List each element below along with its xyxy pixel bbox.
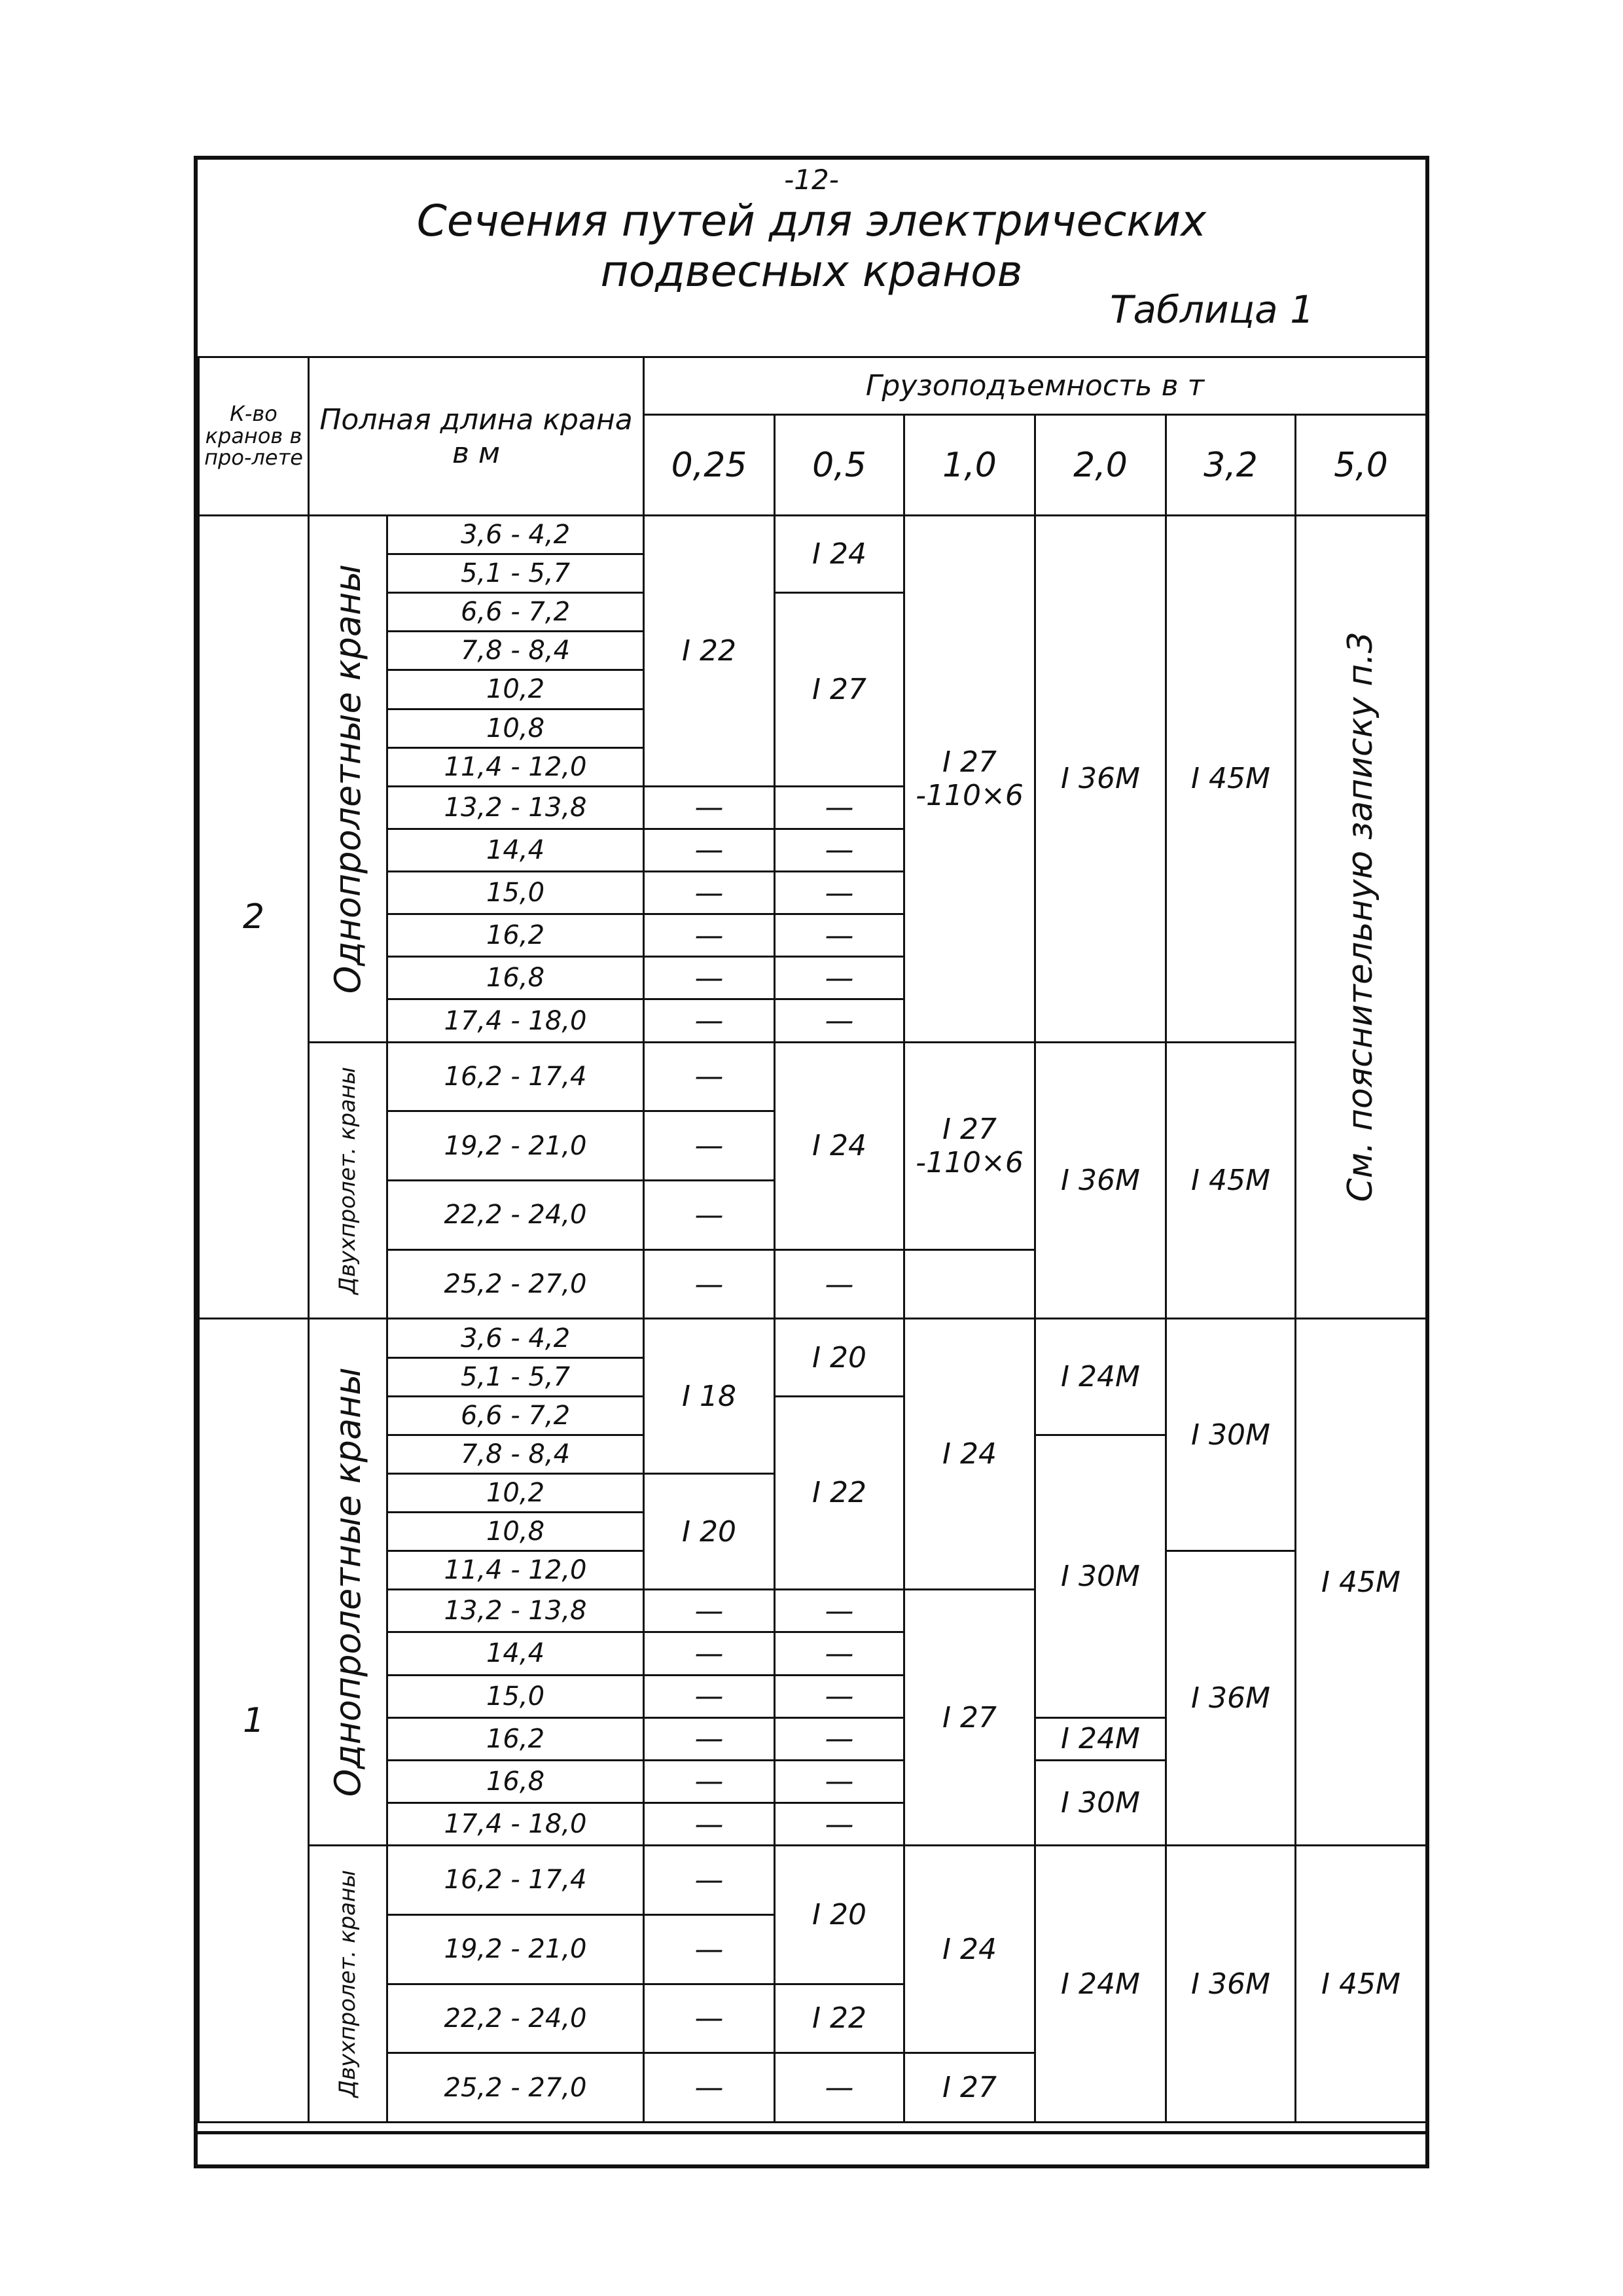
section-cell: I 18 <box>644 1319 775 1473</box>
dash-cell: — <box>644 2053 775 2123</box>
section-cell: I 27 -110×6 <box>904 1042 1035 1249</box>
dash-cell: — <box>644 872 775 914</box>
length-cell: 10,2 <box>387 1473 644 1512</box>
dash-cell: — <box>644 1632 775 1675</box>
capacity-2-0: 2,0 <box>1035 415 1166 516</box>
dash-cell: — <box>775 786 904 829</box>
length-cell: 22,2 - 24,0 <box>387 1181 644 1250</box>
length-cell: 6,6 - 7,2 <box>387 1396 644 1435</box>
section-cell: I 36M <box>1166 1846 1296 2123</box>
footer-strip <box>198 2131 1425 2164</box>
capacity-0-25: 0,25 <box>644 415 775 516</box>
length-cell: 10,8 <box>387 1513 644 1551</box>
sections-table <box>198 356 1427 2123</box>
dash-cell: — <box>644 1984 775 2053</box>
section-cell: I 45M <box>1166 516 1296 1043</box>
section-cell: I 30M <box>1035 1760 1166 1845</box>
section-cell: I 22 <box>644 516 775 787</box>
length-cell: 16,8 <box>387 1760 644 1803</box>
dash-cell: — <box>644 999 775 1042</box>
group1-count: 1 <box>199 1319 309 2123</box>
dash-cell: — <box>644 1717 775 1760</box>
dash-cell: — <box>775 1760 904 1803</box>
dash-cell: — <box>644 1846 775 1915</box>
length-cell: 16,2 - 17,4 <box>387 1042 644 1111</box>
length-cell: 15,0 <box>387 872 644 914</box>
section-cell: I 36M <box>1035 1042 1166 1319</box>
length-cell: 13,2 - 13,8 <box>387 786 644 829</box>
dash-cell: — <box>775 829 904 871</box>
section-cell: I 27 <box>904 2053 1035 2123</box>
length-cell: 16,2 <box>387 1717 644 1760</box>
section-cell: I 24 <box>775 516 904 593</box>
dash-cell: — <box>644 957 775 999</box>
length-cell: 3,6 - 4,2 <box>387 1319 644 1357</box>
dash-cell: — <box>644 1042 775 1111</box>
group2-count: 2 <box>199 516 309 1319</box>
capacity-0-5: 0,5 <box>775 415 904 516</box>
length-cell: 17,4 - 18,0 <box>387 999 644 1042</box>
capacity-5-0: 5,0 <box>1296 415 1427 516</box>
group2-double-label: Двухпролет. краны <box>309 1042 387 1319</box>
length-cell: 25,2 - 27,0 <box>387 1249 644 1319</box>
title-line-1: Сечения путей для электрических <box>416 196 1207 246</box>
length-cell: 14,4 <box>387 829 644 871</box>
section-cell: I 45M <box>1166 1042 1296 1319</box>
group1-double-label: Двухпролет. краны <box>309 1846 387 2123</box>
dash-cell: — <box>775 1632 904 1675</box>
dash-cell: — <box>775 999 904 1042</box>
dash-cell: — <box>644 1914 775 1984</box>
dash-cell: — <box>775 872 904 914</box>
page-number: -12- <box>784 164 839 196</box>
section-cell: I 20 <box>644 1473 775 1589</box>
length-cell: 5,1 - 5,7 <box>387 1357 644 1396</box>
section-cell: I 24 <box>904 1319 1035 1590</box>
see-note-cell: См. пояснительную записку п.3 <box>1296 516 1427 1319</box>
length-cell: 11,4 - 12,0 <box>387 747 644 786</box>
section-cell: I 27 <box>904 1590 1035 1846</box>
length-cell: 19,2 - 21,0 <box>387 1914 644 1984</box>
section-cell: I 45M <box>1296 1846 1427 2123</box>
section-cell: I 24 <box>775 1042 904 1249</box>
length-cell: 16,8 <box>387 957 644 999</box>
dash-cell: — <box>775 1803 904 1845</box>
dash-cell: — <box>775 1675 904 1717</box>
section-cell: I 20 <box>775 1846 904 1984</box>
dash-cell: — <box>644 914 775 957</box>
section-cell: I 30M <box>1035 1435 1166 1717</box>
length-cell: 15,0 <box>387 1675 644 1717</box>
length-cell: 10,2 <box>387 670 644 709</box>
length-cell: 13,2 - 13,8 <box>387 1590 644 1632</box>
dash-cell: — <box>775 1590 904 1632</box>
section-cell: I 22 <box>775 1396 904 1590</box>
capacity-3-2: 3,2 <box>1166 415 1296 516</box>
length-cell: 22,2 - 24,0 <box>387 1984 644 2053</box>
dash-cell: — <box>644 1760 775 1803</box>
length-cell: 19,2 - 21,0 <box>387 1111 644 1181</box>
section-cell: I 45M <box>1296 1319 1427 1846</box>
capacity-1-0: 1,0 <box>904 415 1035 516</box>
length-cell: 14,4 <box>387 1632 644 1675</box>
dash-cell: — <box>775 914 904 957</box>
length-cell: 3,6 - 4,2 <box>387 516 644 554</box>
section-cell: I 36M <box>1166 1551 1296 1846</box>
header-length: Полная длина крана в м <box>309 357 644 516</box>
section-cell: I 27 <box>775 593 904 787</box>
dash-cell: — <box>775 1717 904 1760</box>
section-cell: I 24M <box>1035 1717 1166 1760</box>
length-cell: 16,2 <box>387 914 644 957</box>
empty-cell <box>904 1249 1035 1319</box>
length-cell: 6,6 - 7,2 <box>387 593 644 632</box>
dash-cell: — <box>644 1675 775 1717</box>
group2-single-label: Однопролетные краны <box>309 516 387 1043</box>
length-cell: 16,2 - 17,4 <box>387 1846 644 1915</box>
dash-cell: — <box>644 829 775 871</box>
group1-single-label: Однопролетные краны <box>309 1319 387 1846</box>
title-line-2: подвесных кранов <box>600 246 1023 296</box>
length-cell: 7,8 - 8,4 <box>387 632 644 670</box>
dash-cell: — <box>644 1803 775 1845</box>
length-cell: 11,4 - 12,0 <box>387 1551 644 1590</box>
section-cell: I 20 <box>775 1319 904 1396</box>
dash-cell: — <box>644 1590 775 1632</box>
section-cell: I 24M <box>1035 1846 1166 2123</box>
length-cell: 5,1 - 5,7 <box>387 554 644 593</box>
dash-cell: — <box>644 1181 775 1250</box>
section-cell: I 36M <box>1035 516 1166 1043</box>
document-frame <box>194 156 1429 2168</box>
length-cell: 17,4 - 18,0 <box>387 1803 644 1845</box>
section-cell: I 22 <box>775 1984 904 2053</box>
dash-cell: — <box>775 1249 904 1319</box>
header-capacity: Грузоподъемность в т <box>644 357 1427 415</box>
dash-cell: — <box>644 1249 775 1319</box>
length-cell: 7,8 - 8,4 <box>387 1435 644 1473</box>
section-cell: I 24 <box>904 1846 1035 2053</box>
dash-cell: — <box>775 2053 904 2123</box>
section-cell: I 24M <box>1035 1319 1166 1435</box>
table-label: Таблица 1 <box>1110 287 1314 332</box>
length-cell: 10,8 <box>387 709 644 747</box>
dash-cell: — <box>644 786 775 829</box>
header-count: К-во кранов в про-лете <box>199 357 309 516</box>
dash-cell: — <box>644 1111 775 1181</box>
section-cell: I 27 -110×6 <box>904 516 1035 1043</box>
length-cell: 25,2 - 27,0 <box>387 2053 644 2123</box>
section-cell: I 30M <box>1166 1319 1296 1551</box>
dash-cell: — <box>775 957 904 999</box>
